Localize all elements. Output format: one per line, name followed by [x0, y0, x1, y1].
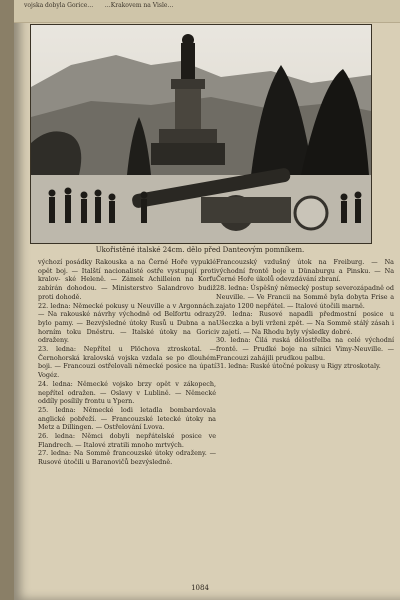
paragraph: 28. ledna: Úspěšný německý postup severozápadně od Neuville. — Ve Francii na Sommě byla dobyta Frise a zajato 1200 nepřátel. — Italové útočili marně.: [216, 284, 394, 310]
paragraph: 31. ledna: Ruské útočné pokusy u Rigy ztroskotaly.: [216, 362, 381, 371]
paragraph: výchozí posádky Rakouska a na Černé Hoře vypuklé opět boj. — Italští nacionalisté ostře vystupují proti kralov- ské Heleně. — Zámek Achilleion na Korfu zabírán dohodou. — Ministerstvo Salandrovo budiž proti dohodě.: [38, 258, 216, 301]
paragraph: 23. ledna: Nepřítel u Plöchova ztroskotal. — Černohorská kralovská vojska vzdala se po dlouhém boji. — Francouzi ostřelovali německé posice na úpatí Vogéz.: [38, 345, 216, 380]
text-column-right: [216, 258, 394, 576]
header-text-left: vojska dobyla Gorice…: [24, 2, 94, 9]
paragraph: 24. ledna: Německé vojsko brzy opět v zákopech, nepřítel odražen. — Oslavy v Lublině. — Německé oddíly posílily frontu u Ypern.: [38, 379, 216, 406]
photo-illustration: [31, 25, 371, 243]
paragraph: 29. ledna: Rusové napadli předmostní posice u Ušeczka a byli vrženi zpět. — Na Sommě stálý zásah i v zajetí. — Na Rhodu byly výsledky dobré.: [216, 310, 394, 336]
paragraph: 30. ledna: Čilá ruská dělostřelba na celé východní frontě. — Prudké boje na silnici Vimy-Neuville. — Francouzi zahájili prudkou palbu.: [216, 336, 394, 362]
header-text-right: …Krakovem na Visle…: [104, 2, 174, 9]
paragraph: 25. ledna: Německé lodi letadla bombardovala anglické pobřeží. — Francouzské letecké útoky na Metz a Dillingen. — Ostřelování Lvova.: [38, 405, 216, 432]
paragraph: 26. ledna: Němci dobyli nepřátelské posice ve Flandrech. — Italové ztratili mnoho mrtvých.: [38, 432, 216, 449]
top-text-strip: [14, 0, 400, 23]
paragraph: 22. ledna: Německé pokusy u Neuville a v Argonnách. — Na rakouské návrhy východně od Belfortu odrazy bylo pamy. — Bezvýsledné útoky Rusů u Dubna a na horním toku Dněstru. — Italské útoky na Gorici odraženy.: [38, 301, 216, 345]
monument-photo: [30, 24, 372, 244]
paragraph: 27. ledna: Na Sommě francouzské útoky odraženy. — Rusové útočili u Baranovičů bezvýsledně.: [38, 449, 216, 467]
page-number: 1084: [191, 584, 209, 592]
paragraph: Francouzský vzdušný útok na Freiburg. — Na východní frontě boje u Dünaburgu a Pinsku. — Na Černé Hoře úkolů odevzdávání zbraní.: [216, 258, 394, 284]
text-column-left: [38, 258, 216, 576]
figure-caption: Ukořistěné italské 24cm. dělo před Danteovým pomníkem.: [95, 246, 305, 254]
